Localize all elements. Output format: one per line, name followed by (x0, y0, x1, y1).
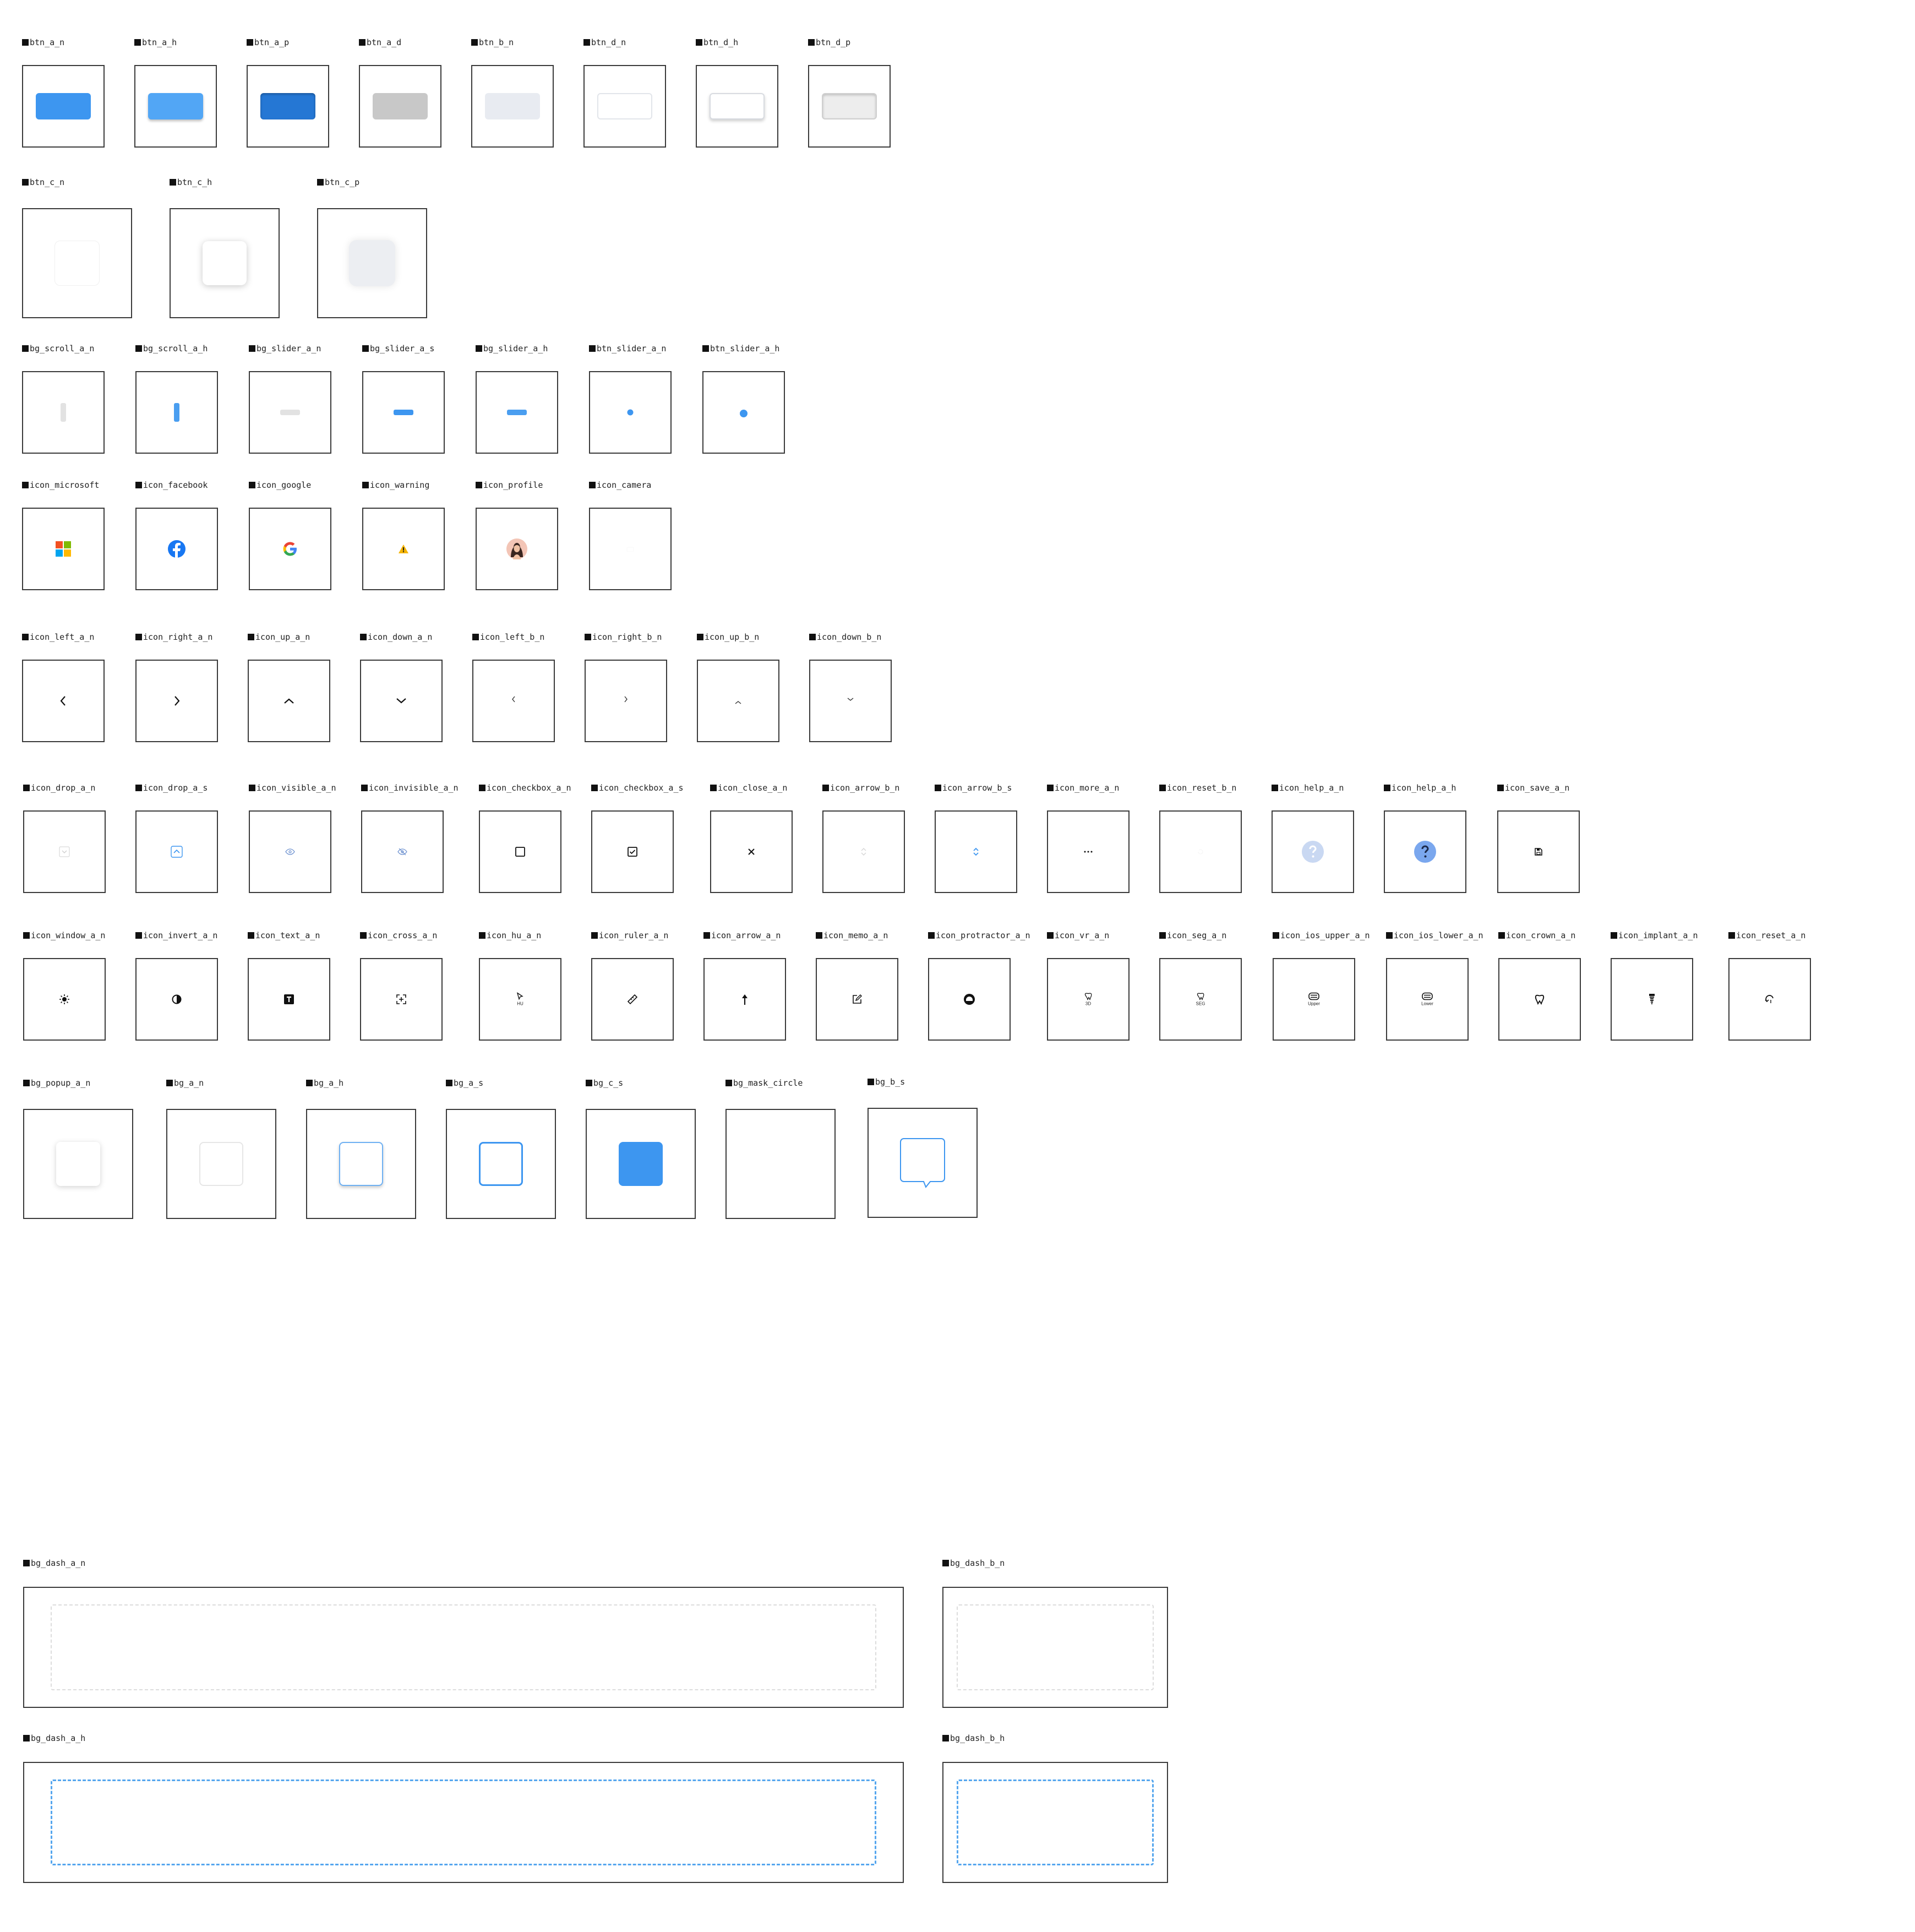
tile-label: icon_window_a_n (23, 930, 105, 940)
arrow-up-tool-icon[interactable] (741, 993, 749, 1005)
tile-label: btn_a_d (359, 37, 401, 47)
tile-frame (1159, 810, 1242, 893)
tile-frame (476, 371, 558, 454)
tile-label: icon_save_a_n (1497, 783, 1569, 793)
tile-label: icon_facebook (135, 480, 208, 490)
outline-button-normal[interactable] (597, 93, 652, 119)
hu-icon[interactable] (512, 993, 528, 1006)
tile-label: icon_visible_a_n (249, 783, 336, 793)
tile-label: bg_a_s (446, 1078, 483, 1088)
sort-arrows-selected-icon[interactable] (973, 847, 979, 857)
vr-text: 3D (1085, 1001, 1092, 1006)
ios-upper-icon[interactable] (1303, 993, 1325, 1006)
tile-frame (134, 65, 217, 148)
tile-frame (22, 660, 105, 742)
tile-label: btn_d_p (808, 37, 850, 47)
tile-label: btn_c_p (317, 177, 359, 187)
tile-frame (166, 1109, 276, 1219)
dashed-dropzone-hover[interactable] (51, 1779, 876, 1865)
tile-frame (710, 810, 793, 893)
dashed-dropzone-small-hover[interactable] (957, 1779, 1154, 1865)
tile-frame (868, 1108, 978, 1218)
dropdown-expanded-icon[interactable] (171, 846, 183, 858)
tile-frame (476, 508, 558, 590)
tile-frame (135, 371, 218, 454)
tile-label: icon_implant_a_n (1611, 930, 1698, 940)
tile-frame (23, 1762, 904, 1883)
tile-label: icon_memo_a_n (816, 930, 888, 940)
outline-button-pressed[interactable] (822, 93, 877, 119)
chevron-down-icon[interactable] (396, 697, 407, 705)
tile-label: btn_d_n (583, 37, 626, 47)
tile-frame (942, 1762, 1168, 1883)
tile-frame (1047, 958, 1130, 1041)
tile-frame (23, 810, 106, 893)
tile-label: bg_dash_b_n (942, 1558, 1005, 1568)
brightness-window-icon[interactable] (59, 994, 70, 1005)
tile-label: btn_a_h (134, 37, 177, 47)
tile-frame (135, 660, 218, 742)
tooth-icon (1084, 993, 1093, 1000)
tile-label: icon_reset_a_n (1728, 930, 1805, 940)
tile-label: icon_up_a_n (248, 632, 310, 642)
scrollbar-thumb-normal[interactable] (61, 403, 66, 422)
tile-label: icon_microsoft (22, 480, 99, 490)
card-button-pressed[interactable] (349, 240, 395, 286)
tile-label: icon_left_a_n (22, 632, 94, 642)
ios-lower-text: Lower (1421, 1001, 1433, 1006)
tile-frame (135, 958, 218, 1041)
tile-label: bg_b_s (868, 1077, 905, 1087)
sort-arrows-icon[interactable] (860, 847, 867, 857)
eye-icon[interactable] (285, 848, 295, 855)
chevron-up-icon[interactable] (283, 697, 294, 705)
chevron-left-small-icon[interactable] (511, 695, 516, 703)
tile-label: bg_slider_a_h (476, 344, 548, 353)
tile-frame (703, 958, 786, 1041)
tile-frame (249, 371, 331, 454)
tile-label: bg_a_n (166, 1078, 204, 1088)
card-button-hover[interactable] (203, 241, 247, 285)
tile-frame (446, 1109, 556, 1219)
tile-frame (1273, 958, 1355, 1041)
tile-frame (1386, 958, 1469, 1041)
tile-label: icon_profile (476, 480, 543, 490)
seg-icon[interactable] (1192, 993, 1209, 1006)
tile-label: icon_right_b_n (585, 632, 662, 642)
tile-frame (585, 660, 667, 742)
tile-label: icon_ios_lower_a_n (1386, 930, 1483, 940)
panel-background-hover[interactable] (339, 1142, 383, 1186)
tile-frame (591, 810, 674, 893)
tile-frame (22, 371, 105, 454)
tile-label: icon_vr_a_n (1047, 930, 1109, 940)
light-button-normal[interactable] (485, 93, 540, 119)
chevron-left-icon[interactable] (59, 695, 67, 706)
tile-frame (1272, 810, 1354, 893)
seg-text: SEG (1196, 1001, 1205, 1006)
tile-label: btn_slider_a_n (589, 344, 666, 353)
tile-label: icon_warning (362, 480, 429, 490)
tile-frame (479, 958, 561, 1041)
reset-icon[interactable] (1197, 848, 1204, 856)
tile-label: btn_b_n (471, 37, 514, 47)
tile-label: icon_arrow_b_n (822, 783, 899, 793)
tile-label: btn_c_n (22, 177, 64, 187)
slider-track-normal[interactable] (280, 410, 300, 415)
profile-avatar-icon[interactable] (506, 538, 527, 559)
tile-frame (249, 508, 331, 590)
tile-label: icon_more_a_n (1047, 783, 1119, 793)
tile-frame (935, 810, 1017, 893)
tile-label: bg_dash_a_n (23, 1558, 85, 1568)
tile-label: icon_drop_a_n (23, 783, 95, 793)
primary-button-disabled (373, 93, 428, 119)
tile-label: icon_invert_a_n (135, 930, 217, 940)
ios-upper-text: Upper (1308, 1001, 1320, 1006)
tile-frame (1047, 810, 1130, 893)
tile-frame (135, 810, 218, 893)
primary-button-pressed[interactable] (260, 93, 315, 119)
tile-label: icon_right_a_n (135, 632, 212, 642)
more-icon[interactable] (1084, 851, 1093, 853)
tile-frame (360, 660, 443, 742)
ios-lower-icon[interactable] (1416, 993, 1438, 1006)
dashed-dropzone-small-normal[interactable] (957, 1604, 1154, 1690)
tile-frame (809, 660, 892, 742)
tile-frame (589, 508, 672, 590)
hu-text: HU (517, 1001, 523, 1006)
tile-label: icon_camera (589, 480, 651, 490)
tile-frame (22, 208, 132, 318)
primary-button-hover[interactable] (148, 93, 203, 119)
panel-background-normal[interactable] (199, 1142, 243, 1186)
tile-label: bg_a_h (306, 1078, 343, 1088)
tile-frame (725, 1109, 836, 1219)
tile-label: icon_protractor_a_n (928, 930, 1030, 940)
tile-frame (479, 810, 561, 893)
tile-label: icon_drop_a_s (135, 783, 208, 793)
tile-label: bg_slider_a_n (249, 344, 321, 353)
camera-icon[interactable] (626, 546, 634, 552)
tile-frame (248, 660, 330, 742)
tile-label: btn_d_h (696, 37, 738, 47)
tile-label: icon_ios_upper_a_n (1273, 930, 1370, 940)
tile-frame (22, 65, 105, 148)
tile-frame (702, 371, 785, 454)
checkbox-checked-icon[interactable] (627, 846, 638, 857)
tile-label: icon_down_b_n (809, 632, 881, 642)
tile-frame (928, 958, 1011, 1041)
tile-frame (1728, 958, 1811, 1041)
tile-label: bg_dash_a_h (23, 1733, 85, 1743)
tile-frame (23, 1109, 133, 1219)
chevron-down-small-icon[interactable] (847, 696, 854, 702)
tile-label: bg_dash_b_h (942, 1733, 1005, 1743)
tile-frame (1497, 810, 1580, 893)
tile-frame (23, 958, 106, 1041)
tile-label: icon_text_a_n (248, 930, 320, 940)
chevron-up-small-icon[interactable] (734, 700, 742, 705)
help-hover-icon[interactable] (1414, 841, 1436, 863)
implant-icon[interactable] (1649, 993, 1655, 1005)
tile-label: icon_left_b_n (472, 632, 544, 642)
text-tool-icon[interactable] (283, 994, 294, 1005)
tile-frame (1498, 958, 1581, 1041)
slider-handle-hover[interactable] (740, 410, 748, 417)
tile-frame (306, 1109, 416, 1219)
eye-off-icon[interactable] (397, 848, 407, 856)
tooth-icon (1196, 993, 1205, 1000)
tile-label: icon_checkbox_a_n (479, 783, 571, 793)
cursor-icon (516, 993, 525, 1000)
tile-label: icon_down_a_n (360, 632, 432, 642)
tile-label: btn_c_h (170, 177, 212, 187)
tile-frame (1159, 958, 1242, 1041)
tile-label: icon_cross_a_n (360, 930, 437, 940)
tile-label: bg_c_s (586, 1078, 623, 1088)
tile-label: icon_invisible_a_n (361, 783, 459, 793)
tile-frame (586, 1109, 696, 1219)
tile-frame (361, 810, 444, 893)
microsoft-icon[interactable] (56, 541, 71, 557)
tile-frame (696, 65, 778, 148)
facebook-icon[interactable] (168, 540, 186, 558)
warning-icon (399, 545, 408, 553)
google-icon[interactable] (282, 541, 298, 557)
tile-frame (248, 958, 330, 1041)
filled-background-selected[interactable] (619, 1142, 663, 1186)
tile-frame (822, 810, 905, 893)
tile-frame (591, 958, 674, 1041)
tile-label: icon_checkbox_a_s (591, 783, 684, 793)
tile-label: icon_up_b_n (697, 632, 759, 642)
protractor-icon[interactable] (963, 993, 975, 1005)
tile-frame (359, 65, 441, 148)
tile-frame (583, 65, 666, 148)
jaw-lower-icon (1422, 993, 1433, 1000)
tile-label: icon_help_a_h (1384, 783, 1456, 793)
jaw-upper-icon (1308, 993, 1319, 1000)
help-icon[interactable] (1302, 841, 1324, 863)
reset-rotate-icon[interactable] (1764, 994, 1775, 1005)
dropdown-collapsed-icon[interactable] (59, 846, 70, 857)
chevron-right-small-icon[interactable] (623, 695, 629, 703)
tile-frame (808, 65, 891, 148)
tile-frame (816, 958, 898, 1041)
tile-label: bg_popup_a_n (23, 1078, 90, 1088)
close-icon[interactable] (747, 847, 756, 856)
vr-3d-icon[interactable] (1080, 993, 1096, 1006)
tile-frame (170, 208, 280, 318)
card-button-normal[interactable] (54, 241, 100, 286)
tile-frame (247, 65, 329, 148)
tile-label: bg_scroll_a_h (135, 344, 208, 353)
invert-icon[interactable] (172, 994, 182, 1004)
crosshair-icon[interactable] (396, 994, 407, 1005)
tile-frame (697, 660, 779, 742)
slider-track-hover[interactable] (507, 410, 527, 415)
tile-label: icon_hu_a_n (479, 930, 541, 940)
primary-button-normal[interactable] (36, 93, 91, 119)
tile-frame (362, 371, 445, 454)
tile-label: bg_scroll_a_n (22, 344, 94, 353)
tile-label: icon_close_a_n (710, 783, 787, 793)
tile-frame (249, 810, 331, 893)
checkbox-unchecked-icon[interactable] (515, 846, 526, 857)
memo-icon[interactable] (852, 994, 863, 1005)
tile-frame (1384, 810, 1466, 893)
slider-handle-normal[interactable] (628, 410, 634, 416)
tile-frame (471, 65, 554, 148)
tile-frame (360, 958, 443, 1041)
tile-label: btn_slider_a_h (702, 344, 779, 353)
tile-frame (135, 508, 218, 590)
scrollbar-thumb-hover[interactable] (174, 403, 179, 422)
tile-frame (472, 660, 555, 742)
popup-background (56, 1142, 100, 1186)
save-icon[interactable] (1534, 847, 1543, 856)
tile-label: icon_arrow_b_s (935, 783, 1012, 793)
tile-frame (589, 371, 672, 454)
chevron-right-icon[interactable] (173, 695, 181, 706)
tile-frame (362, 508, 445, 590)
crown-tooth-icon[interactable] (1534, 994, 1545, 1005)
tile-frame (317, 208, 427, 318)
ruler-icon[interactable] (626, 993, 639, 1005)
outline-button-hover[interactable] (710, 93, 765, 119)
tile-frame (22, 508, 105, 590)
tile-label: btn_a_n (22, 37, 64, 47)
tile-label: bg_slider_a_s (362, 344, 434, 353)
tile-frame (942, 1587, 1168, 1708)
mask-circle (742, 1125, 819, 1202)
speech-bubble-background (899, 1138, 946, 1188)
tile-label: btn_a_p (247, 37, 289, 47)
tile-frame (1611, 958, 1693, 1041)
tile-label: icon_ruler_a_n (591, 930, 668, 940)
tile-label: icon_arrow_a_n (703, 930, 781, 940)
dashed-dropzone-normal[interactable] (51, 1604, 876, 1690)
tile-label: icon_crown_a_n (1498, 930, 1575, 940)
tile-label: icon_reset_b_n (1159, 783, 1236, 793)
tile-label: icon_help_a_n (1272, 783, 1344, 793)
tile-label: icon_seg_a_n (1159, 930, 1226, 940)
tile-label: icon_google (249, 480, 311, 490)
slider-track-selected[interactable] (394, 410, 413, 415)
tile-frame (23, 1587, 904, 1708)
tile-label: bg_mask_circle (725, 1078, 803, 1088)
panel-background-selected[interactable] (479, 1142, 523, 1186)
